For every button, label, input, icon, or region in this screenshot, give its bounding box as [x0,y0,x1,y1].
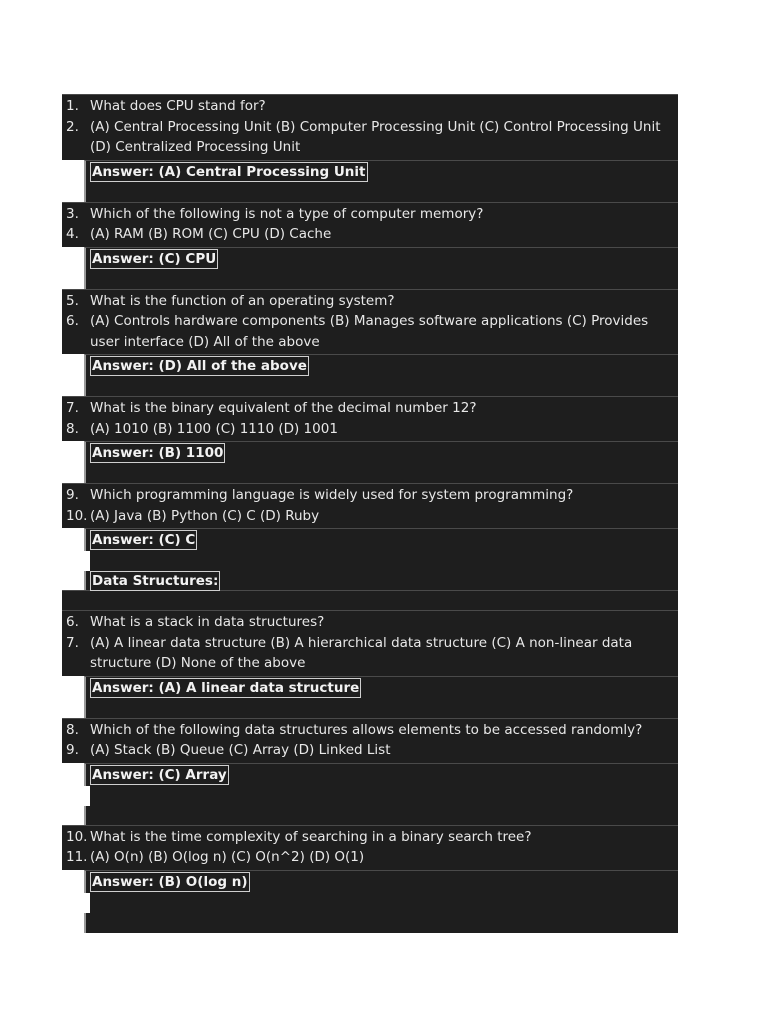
section-gap [62,590,678,610]
question-text: What is a stack in data structures? [90,614,325,630]
list-item [62,485,678,506]
question-text: Which of the following data structures allows elements to be accessed randomly? [90,721,643,738]
options-text: (A) Controls hardware components (B) Manages software applications (C) Provides user interface (D) All of the above [90,313,649,350]
question-block [62,483,678,528]
item-number: 10. [66,828,88,845]
question-block [62,610,678,676]
quiz-document [62,94,678,933]
list-item [62,419,678,440]
options-text: (A) O(n) (B) O(log n) (C) O(n^2) (D) O(1) [90,849,365,865]
answer-block [84,441,678,483]
question-text: What is the time complexity of searching in a binary search tree? [90,828,532,845]
answer-text: Answer: (A) Central Processing Unit [92,163,366,180]
answer-block [84,247,678,289]
list-item [62,633,678,674]
list-item [62,291,678,312]
item-number: 2. [66,118,79,135]
question-block [62,718,678,763]
question-block [62,289,678,355]
answer-block [84,676,678,718]
item-number: 1. [66,98,79,114]
item-number: 5. [66,292,79,309]
item-number: 6. [66,614,79,630]
question-text: Which of the following is not a type of computer memory? [90,205,484,222]
question-text: What does CPU stand for? [90,98,266,114]
list-item [62,612,678,633]
section-title: Data Structures: [92,573,219,589]
question-text: What is the function of an operating system? [90,292,395,309]
answer-text: Answer: (C) C [92,532,196,548]
answer-block [84,763,678,825]
item-number: 7. [66,634,79,651]
list-item [62,827,678,848]
answer-block [84,354,678,396]
options-text: (A) RAM (B) ROM (C) CPU (D) Cache [90,226,332,242]
item-number: 8. [66,721,79,738]
options-text: (A) Java (B) Python (C) C (D) Ruby [90,507,320,524]
answer-text: Answer: (C) Array [92,766,227,783]
answer-text: Answer: (C) CPU [92,250,217,267]
answer-text: Answer: (D) All of the above [92,358,307,374]
list-item [62,847,678,868]
answer-text: Answer: (A) A linear data structure [92,679,360,696]
item-number: 9. [66,742,79,758]
list-item [62,398,678,419]
list-item [62,740,678,761]
item-number: 10. [66,507,88,524]
list-item [62,720,678,741]
question-block [62,94,678,160]
options-text: (A) Central Processing Unit (B) Computer Processing Unit (C) Control Processing Unit (D) Centralized Processing Unit [90,118,661,155]
list-item [62,117,678,158]
answer-block [84,528,678,590]
item-number: 6. [66,313,79,329]
item-number: 8. [66,420,79,437]
list-item [62,224,678,245]
list-item [62,506,678,527]
options-text: (A) 1010 (B) 1100 (C) 1110 (D) 1001 [90,420,338,437]
item-number: 3. [66,205,79,222]
item-number: 4. [66,226,79,242]
answer-block [84,160,678,202]
list-item [62,311,678,352]
question-block [62,202,678,247]
answer-block [84,870,678,933]
answer-text: Answer: (B) O(log n) [92,873,248,890]
options-text: (A) Stack (B) Queue (C) Array (D) Linked List [90,742,391,758]
item-number: 9. [66,487,79,503]
margin-notch [84,551,90,571]
margin-notch [84,786,90,806]
margin-notch [84,893,90,913]
list-item [62,204,678,225]
question-text: Which programming language is widely used for system programming? [90,487,574,503]
answer-text: Answer: (B) 1100 [92,445,224,461]
question-block [62,396,678,441]
question-text: What is the binary equivalent of the decimal number 12? [90,400,477,416]
item-number: 11. [66,849,88,865]
question-block [62,825,678,870]
options-text: (A) A linear data structure (B) A hierarchical data structure (C) A non-linear data structure (D) None of the above [90,634,633,671]
item-number: 7. [66,400,79,416]
list-item [62,96,678,117]
